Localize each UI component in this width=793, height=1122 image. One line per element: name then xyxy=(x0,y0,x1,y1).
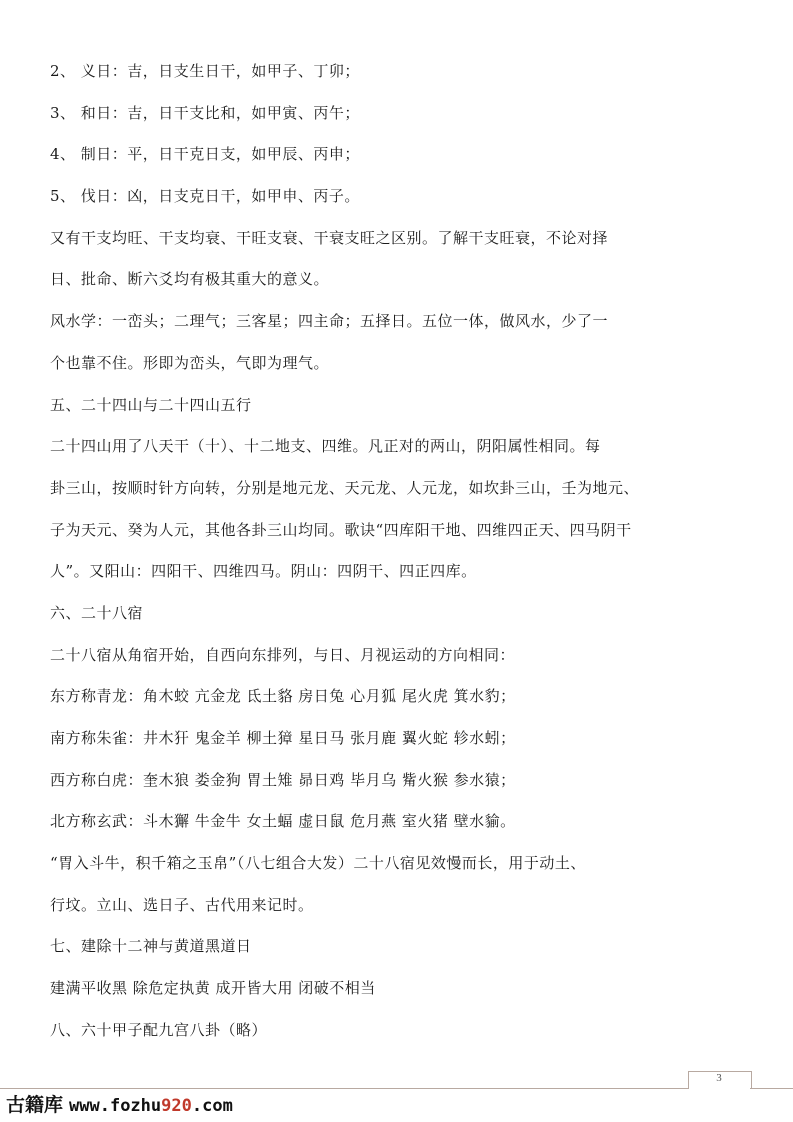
page-number: 3 xyxy=(716,1072,722,1084)
site-watermark xyxy=(6,1090,233,1114)
text-line: 西方称白虎：奎木狼 娄金狗 胃土雉 昴日鸡 毕月乌 觜火猴 参水猿； xyxy=(50,770,516,789)
text-line: 个也靠不住。形即为峦头，气即为理气。 xyxy=(50,353,330,372)
text-line: 日、批命、断六爻均有极其重大的意义。 xyxy=(50,270,330,289)
text-line: 又有干支均旺、干支均衰、干旺支衰、干衰支旺之区别。了解干支旺衰，不论对择 xyxy=(50,228,609,247)
text-line: 二十八宿从角宿开始，自西向东排列，与日、月视运动的方向相同： xyxy=(50,645,516,664)
text-line: 人”。又阳山：四阳干、四维四马。阴山：四阴干、四正四库。 xyxy=(50,562,477,581)
text-line: 2、 义日：吉，日支生日干，如甲子、丁卯； xyxy=(50,62,360,80)
section-heading: 七、建除十二神与黄道黑道日 xyxy=(50,937,252,956)
text-line: 子为天元、癸为人元，其他各卦三山均同。歌诀“四库阳干地、四维四正天、四马阴干 xyxy=(50,520,632,539)
url-suffix: .com xyxy=(191,1096,233,1116)
text-line: 风水学：一峦头；二理气；三客星；四主命；五择日。五位一体，做风水，少了一 xyxy=(50,312,609,331)
site-url xyxy=(69,1096,233,1116)
text-line: 北方称玄武：斗木獬 牛金牛 女土蝠 虚日鼠 危月燕 室火猪 壁水貐。 xyxy=(50,812,516,831)
footer-rule-right xyxy=(750,1088,793,1089)
text-line: 4、 制日：平，日干克日支，如甲辰、丙申； xyxy=(50,145,360,164)
text-line: 3、 和日：吉，日干支比和，如甲寅、丙午； xyxy=(50,103,360,122)
brand-name: 古籍库 xyxy=(6,1094,64,1116)
document-body xyxy=(50,52,750,1053)
text-line: 卦三山，按顺时针方向转，分别是地元龙、天元龙、人元龙，如坎卦三山，壬为地元、 xyxy=(50,478,640,497)
footer-rule xyxy=(0,1088,688,1089)
url-prefix: www.fozhu xyxy=(69,1096,162,1116)
section-heading: 六、二十八宿 xyxy=(50,603,144,622)
url-number: 920 xyxy=(161,1096,192,1116)
text-line: 南方称朱雀：井木犴 鬼金羊 柳土獐 星日马 张月鹿 翼火蛇 轸水蚓； xyxy=(50,729,516,747)
text-line: 行坟。立山、选日子、古代用来记时。 xyxy=(50,895,314,914)
section-heading: 五、二十四山与二十四山五行 xyxy=(50,395,252,414)
text-line: 东方称青龙：角木蛟 亢金龙 氐土貉 房日兔 心月狐 尾火虎 箕水豹； xyxy=(50,687,516,706)
section-heading: 八、六十甲子配九宫八卦（略） xyxy=(50,1020,268,1039)
text-line: 二十四山用了八天干（十）、十二地支、四维。凡正对的两山，阴阳属性相同。每 xyxy=(50,437,601,456)
text-line: 5、 伐日：凶，日支克日干，如甲申、丙子。 xyxy=(50,187,360,206)
text-line: 建满平收黑 除危定执黄 成开皆大用 闭破不相当 xyxy=(50,979,376,998)
text-line: “胃入斗牛，积千箱之玉帛”（八七组合大发）二十八宿见效慢而长，用于动土、 xyxy=(50,854,586,873)
